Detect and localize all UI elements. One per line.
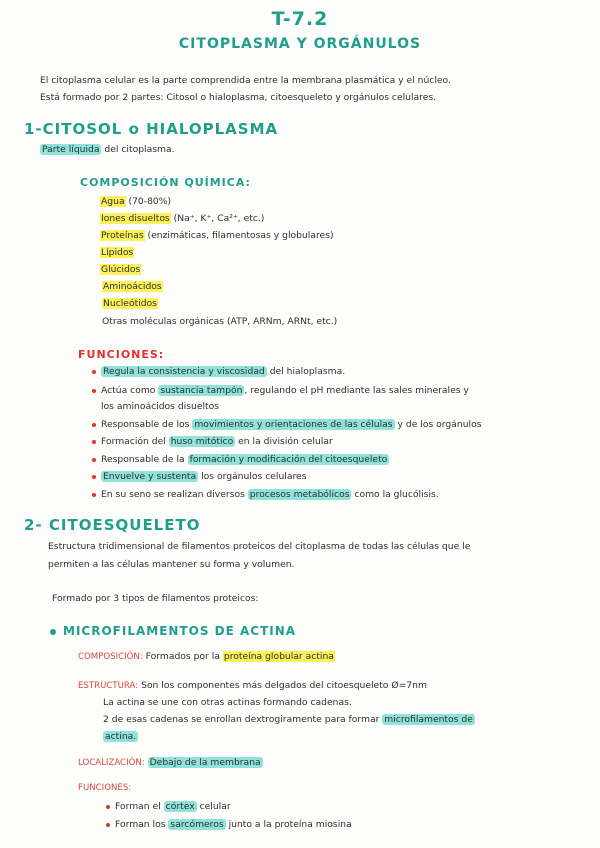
funcion-item: Actúa como sustancia tampón , regulando el pH mediante las sales minerales y <box>92 385 469 396</box>
intro-line-1: El citoplasma celular es la parte comprendida entre la membrana plasmática y el núcleo. <box>40 75 451 86</box>
funcion-item: Responsable de los movimientos y orientaciones de las células y de los orgánulos <box>92 419 481 430</box>
definition-rest: del citoplasma. <box>104 144 175 155</box>
section-1-definition <box>40 144 175 155</box>
micro-funciones-heading: FUNCIONES: <box>78 783 132 793</box>
composicion-item: Nucleótidos <box>103 298 157 309</box>
composicion-item: Agua (70-80%) <box>101 196 172 207</box>
composicion-item: Iones disueltos (Na⁺, K⁺, Ca²⁺, etc.) <box>101 213 265 224</box>
micro-estructura-2: La actina se une con otras actinas formando cadenas. <box>103 697 352 708</box>
definition-highlight: Parte líquida <box>42 144 100 155</box>
micro-estructura-3: 2 de esas cadenas se enrollan dextrogiramente para formar microfilamentos de <box>103 714 473 725</box>
funcion-item: Responsable de la formación y modificación del citoesqueleto <box>92 454 389 465</box>
composicion-item: Lípidos <box>101 247 134 258</box>
micro-funcion-item: Forman los sarcómeros junto a la proteína miosina <box>106 819 352 830</box>
composicion-item: Aminoácidos <box>103 281 162 292</box>
micro-estructura-4: actina. <box>105 731 137 742</box>
micro-estructura-1: ESTRUCTURA: Son los componentes más delgados del citoesqueleto Ø=7nm <box>78 680 427 691</box>
micro-localizacion: LOCALIZACIÓN: Debajo de la membrana <box>78 757 261 768</box>
section-2-line-2: permiten a las células mantener su forma y volumen. <box>48 559 295 570</box>
funcion-item: Regula la consistencia y viscosidad del hialoplasma. <box>92 366 345 377</box>
composicion-item: Glúcidos <box>101 264 141 275</box>
funcion-item: Envuelve y sustenta los orgánulos celulares <box>92 471 306 482</box>
section-2-line-3: Formado por 3 tipos de filamentos proteicos: <box>52 593 259 604</box>
funcion-item: En su seno se realizan diversos procesos metabólicos como la glucólisis. <box>92 489 439 500</box>
intro-line-2: Está formado por 2 partes: Citosol o hialoplasma, citoesqueleto y orgánulos celulares. <box>40 92 437 103</box>
composicion-item: Proteínas (enzimáticas, filamentosas y globulares) <box>101 230 334 241</box>
topic-code: T-7.2 <box>271 8 329 30</box>
funciones-heading: FUNCIONES: <box>78 348 165 361</box>
composicion-item: Otras moléculas orgánicas (ATP, ARNm, ARNt, etc.) <box>102 316 338 327</box>
page-title: CITOPLASMA Y ORGÁNULOS <box>178 36 422 52</box>
funcion-item-cont: los aminoácidos disueltos <box>101 401 220 412</box>
section-2-heading: 2- CITOESQUELETO <box>24 516 201 534</box>
microfilamentos-heading: MICROFILAMENTOS DE ACTINA <box>50 624 296 638</box>
funcion-item: Formación del huso mitótico en la división celular <box>92 436 333 447</box>
micro-composicion: COMPOSICIÓN: Formados por la proteína globular actina <box>78 651 334 662</box>
micro-funcion-item: Forman el córtex celular <box>106 801 231 812</box>
section-1-heading: 1-CITOSOL o HIALOPLASMA <box>24 120 279 138</box>
section-2-line-1: Estructura tridimensional de filamentos proteicos del citoplasma de todas las células que le <box>48 541 471 552</box>
composicion-heading: COMPOSICIÓN QUÍMICA: <box>80 176 251 189</box>
